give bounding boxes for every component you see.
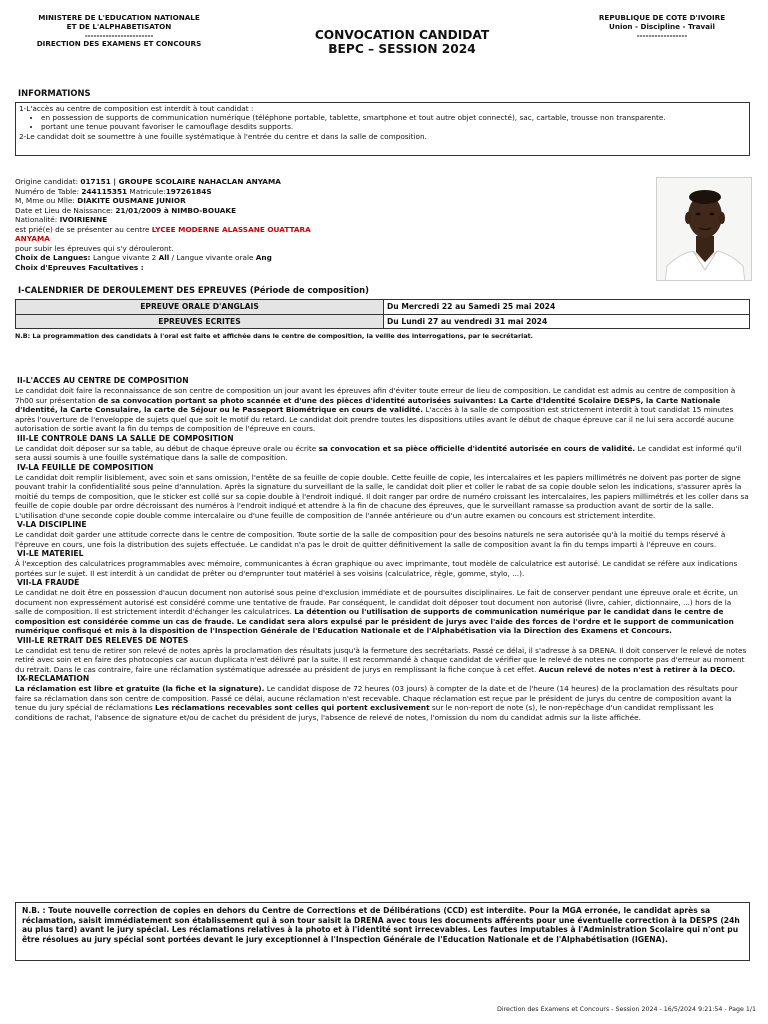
nationality-row: [15, 215, 655, 225]
section-text: [15, 588, 750, 636]
center-row: [15, 225, 655, 235]
text-run-bold: Les réclamations recevables sont celles qui portent exclusivement: [155, 703, 430, 712]
document-title: [262, 28, 542, 56]
languages-text: Langue vivante 2: [92, 253, 159, 262]
info-bullet: • en possession de supports de communication numérique (téléphone portable, tablette, smartphone et tout autre objet connecté), sac, cartable, trousse non transparente.: [41, 113, 746, 122]
section-heading: VI-LE MATERIEL: [17, 549, 84, 558]
student-photo-icon: [657, 178, 752, 281]
section-text: [15, 646, 750, 675]
exam-dates: Du Lundi 27 au vendredi 31 mai 2024: [384, 314, 750, 329]
section-text: Le candidat doit garder une attitude correcte dans le centre de composition. Toute sortie de la salle de composition pour des besoins naturels ne sera autorisée qu'à la moitié du temps réservé à l'épreuve en cours, une fois la distribution des sujets effectuée. Le candidat n'a pas le droit de quitter définitivement la salle de composition avant la fin du temps imparti à l'épreuve en cours.: [15, 530, 726, 549]
center-city: ANYAMA: [15, 234, 50, 243]
text-run: Le candidat ne doit être en possession d'aucun document non autorisé sous peine d'exclusion immédiate et de poursuites disciplinaires. Le fait de conserver pendant une épreuve orale et écrite, un document non expressément autorisé est considéré comme une tentative de fraude. Par conséquent, le candidat doit déposer tout document non autorisé (livre, cahier, dictionnaire, ...) hors de la salle de composition. Il est strictement interdit d'échanger les calculatrices.: [15, 588, 738, 616]
section-heading: IX-RECLAMATION: [17, 674, 90, 683]
nationality-label: Nationalité:: [15, 215, 60, 224]
rules-sections: [15, 376, 750, 722]
section-heading: VII-LA FRAUDE: [17, 578, 80, 587]
matricule-value: 19726184S: [165, 186, 212, 196]
exam-dates: Du Mercredi 22 au Samedi 25 mai 2024: [384, 300, 750, 315]
birth-label: Date et Lieu de Naissance:: [15, 205, 116, 215]
ministry-line: ET DE L'ALPHABETISATON: [66, 21, 172, 31]
section-heading: III-LE CONTROLE DANS LA SALLE DE COMPOSITION: [17, 433, 234, 443]
ministry-separator: -----------------------: [84, 30, 154, 40]
table-number: 244115351: [81, 186, 128, 196]
info-item-2: 2-Le candidat doit se soumettre à une fouille systématique à l'entrée du centre et dans la salle de composition.: [19, 131, 427, 141]
title-line: CONVOCATION CANDIDAT: [314, 28, 490, 42]
republic-line: REPUBLIQUE DE COTE D'IVOIRE: [598, 13, 726, 22]
optional-exams-label: Choix d'Epreuves Facultatives :: [15, 262, 144, 272]
ministry-line: MINISTERE DE L'EDUCATION NATIONALE: [38, 13, 200, 22]
text-run: L'accès à la salle de composition est strictement interdit à tout candidat 15 minutes après l'ouverture de l'enveloppe de sujets quel que soit le motif du retard. Le candidat doit prendre toutes les dispositions utiles avant le début de chaque épreuve car il ne lui sera accordé aucune autorisation de sortie avant la fin du temps de composition de l'épreuve en cours.: [15, 405, 734, 433]
section-heading: V-LA DISCIPLINE: [17, 520, 87, 529]
language-oral: Ang: [255, 253, 272, 262]
calendar-row: [16, 314, 750, 329]
republic-header: [570, 14, 754, 40]
text-run-bold: sa convocation et sa pièce officielle d'identité autorisée en cours de validité.: [318, 443, 636, 453]
origin-label: Origine candidat:: [15, 177, 81, 186]
name-row: [15, 196, 655, 206]
info-bullet: • portant une tenue pouvant favoriser le camouflage desdits supports.: [41, 122, 746, 131]
matricule-label: Matricule:: [127, 186, 166, 196]
section-text: [15, 684, 750, 722]
page-footer: Direction des Examens et Concours - Session 2024 - 16/5/2024 9:21:54 - Page 1/1: [496, 1006, 756, 1013]
calendar-note: N.B: La programmation des candidats à l'oral est faite et affichée dans le centre de composition, la veille des interrogations, par le secrétariat.: [15, 332, 534, 340]
text-run: Le candidat doit faire la reconnaissance de son centre de composition un jour avant les épreuves afin d'éviter toute erreur de lieu de composition. Le candidat est admis au centre de composition à 7h00 sur présentation: [15, 386, 736, 405]
candidate-name: DIAKITE OUSMANE JUNIOR: [77, 196, 186, 205]
info-bullet-list: [19, 113, 746, 131]
center-city-row: [15, 234, 655, 244]
section-text: [15, 386, 750, 434]
direction-line: DIRECTION DES EXAMENS ET CONCOURS: [36, 39, 202, 49]
section-text: À l'exception des calculatrices programmables avec mémoire, communicantes à écran graphique ou avec imprimante, tout modèle de calculatrice est autorisé. Le candidat se réfère aux indications portées sur le sujet. Il est interdit à un candidat de prêter ou d'emprunter tout matériel à ses voisins (calculatrice, règle, gomme, stylo, ...).: [15, 559, 738, 578]
nationality-value: IVOIRIENNE: [59, 215, 108, 224]
birth-value: 21/01/2009 à NIMBO-BOUAKE: [115, 205, 237, 215]
informations-box: [15, 102, 750, 156]
text-run: Le candidat est tenu de retirer son relevé de notes après la proclamation des résultats jusqu'à la fermeture des secrétariats. Passé ce délai, il s'adresse à sa DRENA. Il doit conserver le relevé de notes retiré avec soin et en faire des photocopies car aucun duplicata n'est délivré par la suite. Il est recommandé à chaque candidat de vérifier que le relevé de notes ne comporte pas d'erreur au moment du retrait. Dans le cas contraire, faire une réclamation systématique adressée au président de jurys en remplissant la fiche conçue à cet effet.: [15, 645, 747, 674]
republic-separator: -----------------: [636, 30, 688, 40]
text-run-bold: Aucun relevé de notes n'est à retirer à la DECO.: [538, 664, 736, 674]
section-text: Le candidat doit remplir lisiblement, avec soin et sans omission, l'entête de sa feuille de copie double. Cette feuille de copie, les intercalaires et les papiers millimétrés ne doivent pas porter de signe pouvant trahir la confidentialité sous peine d'annulation. Après la signature du surveillant de la salle, le candidat doit plier et coller le rabat de sa copie double selon les indications, s'assurer après la moitié du temps de composition, que le sticker est collé sur sa copie double à l'endroit indiqué. Il doit ranger par ordre de numéro croissant les intercalaires, les papiers millimétrés et les coller dans sa feuille de copie double par ordre décroissant des numéros à l'endroit indiqué et attendre à la fin de chacune des épreuves, que le surveillant ramasse sa production avant de sortir de la salle. L'utilisation d'une seconde copie double comme intercalaire ou d'une feuille de composition de l'année antérieure ou d'un autre examen ou concours est strictement interdite.: [15, 472, 749, 520]
table-label: Numéro de Table:: [15, 186, 82, 196]
calendar-title: I-CALENDRIER DE DEROULEMENT DES EPREUVES (Période de composition): [18, 285, 369, 295]
subir-row: pour subir les épreuves qui s'y dérouleront.: [15, 243, 174, 253]
text-run-bold: La détention ou l'utilisation de supports de communication numérique par le candidat dans le centre de composition est considérée comme un cas de fraude. Le candidat sera alors expulsé par le président de jurys avec l'aide des forces de l'ordre et le support de communication numérique confisqué et mis à la disposition de l'Inspection Générale de l'Education Nationale et de l'Alphabétisation via la Direction des Examens et Concours.: [15, 607, 734, 635]
text-run: Le candidat dispose de 72 heures (03 jours) à compter de la date et de l'heure (14 heures) de la proclamation des résultats pour faire sa réclamation dans son centre de composition. Passé ce délai, aucune réclamation n'est recevable. Chaque réclamation est reçue par le président de jurys du centre de composition avant la tenue du jury spécial de réclamations: [15, 684, 738, 712]
languages-row: [15, 253, 655, 263]
table-row: [15, 187, 655, 197]
informations-title: INFORMATIONS: [18, 88, 91, 98]
center-name: LYCEE MODERNE ALASSANE OUATTARA: [151, 224, 311, 234]
birth-row: [15, 206, 655, 216]
final-note-box: N.B. : Toute nouvelle correction de copies en dehors du Centre de Corrections et de Délibérations (CCD) est interdite. Pour la MGA erronée, le candidat après sa réclamation, saisit immédiatement son établissement qui à son tour saisit la DRENA avec tous les documents afférents pour une éventuelle correction à la DESPS (24h au plus tard) avant le jury spécial. Les réclamations relatives à la photo et à l'identité sont irrecevables. Les fautes imputables à l'Administration Scolaire qui n'ont pu être résolues au jury spécial sont portées devant le jury exceptionnel à l'Inspection Générale de l'Education Nationale et de l'Alphabétisation (IGENA).: [15, 902, 750, 961]
exam-type: EPREUVE ORALE D'ANGLAIS: [16, 300, 384, 315]
text-run-bold: de sa convocation portant sa photo scannée et d'une des pièces d'identité autorisées suivantes: La Carte d'Identité Scolaire DESPS, la Carte Nationale d'Identité, la Carte Consulaire, la carte de Séjour ou le Passeport Biométrique en cours de validité.: [15, 395, 721, 414]
info-item-1: 1-L'accès au centre de composition est interdit à tout candidat :: [19, 104, 254, 113]
text-run: Le candidat est informé qu'il sera aussi soumis à une fouille systématique dans la salle de composition.: [15, 443, 742, 462]
origin-row: [15, 177, 655, 187]
section-heading: VIII-LE RETRAIT DES RELEVES DE NOTES: [17, 635, 189, 645]
origin-value: 017151 | GROUPE SCOLAIRE NAHACLAN ANYAMA: [80, 177, 281, 186]
text-run: sur le non-report de note (s), le non-repêchage d'un candidat remplissant les conditions de rachat, l'absence de signature et/ou de cachet du président de jurys, l'absence de relevé de notes, l'omission du nom du candidat admis sur la liste affichée.: [15, 703, 714, 722]
exam-type: EPREUVES ECRITES: [16, 314, 384, 329]
exam-calendar-table: [15, 299, 750, 329]
section-text: [15, 444, 750, 463]
section-heading: II-L'ACCES AU CENTRE DE COMPOSITION: [17, 376, 189, 385]
center-label: est prié(e) de se présenter au centre: [15, 224, 152, 234]
section-heading: IV-LA FEUILLE DE COMPOSITION: [17, 462, 154, 472]
text-run: Le candidat doit déposer sur sa table, au début de chaque épreuve orale ou écrite: [15, 443, 319, 453]
languages-label: Choix de Langues:: [15, 253, 93, 262]
languages-text: / Langue vivante orale: [169, 253, 256, 262]
name-label: M, Mme ou Mlle:: [15, 196, 78, 205]
session-line: BEPC – SESSION 2024: [328, 42, 476, 56]
calendar-row: [16, 300, 750, 315]
candidate-info: [15, 177, 655, 272]
ministry-header: [14, 14, 224, 49]
motto-line: Union - Discipline - Travail: [609, 21, 715, 31]
candidate-photo: [656, 177, 752, 281]
language-lv2: All: [158, 253, 170, 262]
text-run-bold: La réclamation est libre et gratuite (la fiche et la signature).: [15, 684, 265, 693]
